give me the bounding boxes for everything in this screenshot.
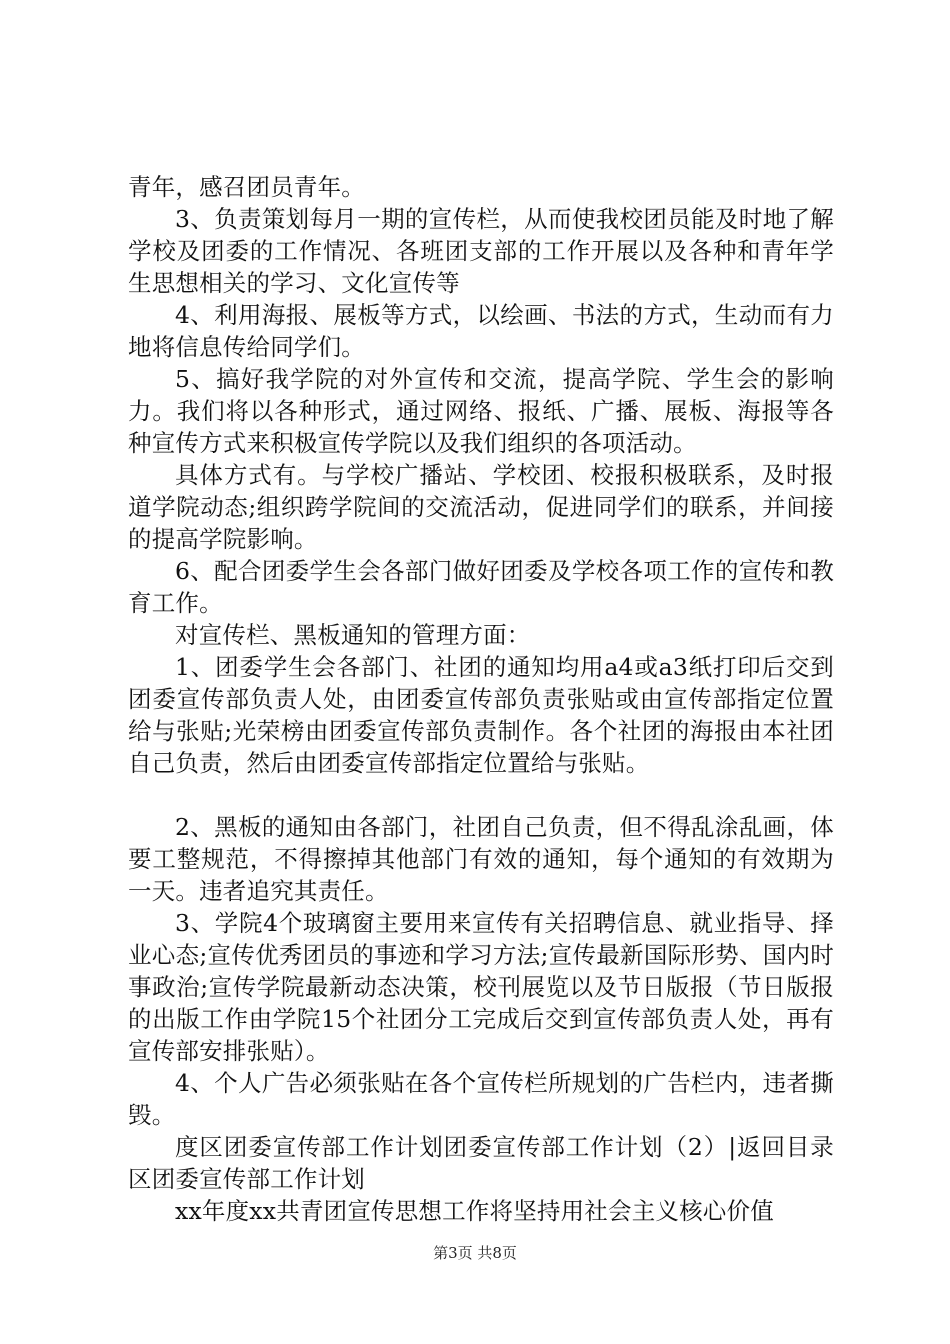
paragraph-methods: 具体方式有。与学校广播站、学校团、校报积极联系，及时报道学院动态;组织跨学院间的交流活动，促进同学们的联系，并间接的提高学院影响。 [128,461,834,553]
paragraph-annual-plan: xx年度xx共青团宣传思想工作将坚持用社会主义核心价值 [175,1197,774,1225]
paragraph-rule-2: 2、黑板的通知由各部门，社团自己负责，但不得乱涂乱画，体要工整规范，不得擦掉其他部门有效的通知，每个通知的有效期为一天。违者追究其责任。 [128,813,834,905]
paragraph-management-heading: 对宣传栏、黑板通知的管理方面： [175,621,531,649]
paragraph-rule-4: 4、个人广告必须张贴在各个宣传栏所规划的广告栏内，违者撕毁。 [128,1069,834,1129]
paragraph-gap [128,779,834,811]
paragraph-continuation: 青年，感召团员青年。 [128,173,365,201]
document-body [128,171,834,1227]
paragraph-return-link-line: 度区团委宣传部工作计划团委宣传部工作计划（2）|返回目录区团委宣传部工作计划 [128,1133,834,1193]
paragraph-item-4: 4、利用海报、展板等方式，以绘画、书法的方式，生动而有力地将信息传给同学们。 [128,301,834,361]
paragraph-item-3: 3、负责策划每月一期的宣传栏，从而使我校团员能及时地了解学校及团委的工作情况、各班团支部的工作开展以及各种和青年学生思想相关的学习、文化宣传等 [128,205,834,297]
paragraph-item-6: 6、配合团委学生会各部门做好团委及学校各项工作的宣传和教育工作。 [128,557,834,617]
paragraph-rule-1: 1、团委学生会各部门、社团的通知均用a4或a3纸打印后交到团委宣传部负责人处，由团委宣传部负责张贴或由宣传部指定位置给与张贴;光荣榜由团委宣传部负责制作。各个社团的海报由本社团自己负责，然后由团委宣传部指定位置给与张贴。 [128,653,834,777]
paragraph-rule-3: 3、学院4个玻璃窗主要用来宣传有关招聘信息、就业指导、择业心态;宣传优秀团员的事迹和学习方法;宣传最新国际形势、国内时事政治;宣传学院最新动态决策，校刊展览以及节日版报（节日版报的出版工作由学院15个社团分工完成后交到宣传部负责人处，再有宣传部安排张贴）。 [128,909,834,1065]
paragraph-item-5: 5、搞好我学院的对外宣传和交流，提高学院、学生会的影响力。我们将以各种形式，通过网络、报纸、广播、展板、海报等各种宣传方式来积极宣传学院以及我们组织的各项活动。 [128,365,834,457]
page-number: 第3页 共8页 [433,1244,517,1262]
